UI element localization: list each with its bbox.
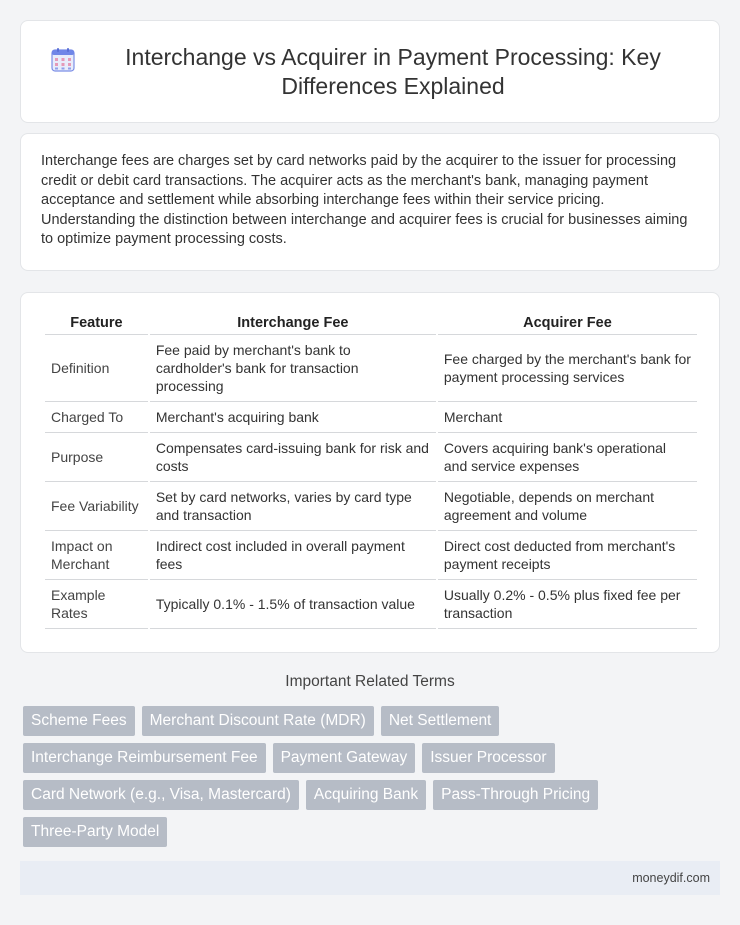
related-terms-heading: Important Related Terms (285, 673, 455, 690)
comparison-table (43, 313, 699, 629)
footer-site-link[interactable]: moneydif.com (632, 871, 710, 885)
calendar-grid-icon (50, 47, 76, 73)
intro-paragraph: Interchange fees are charges set by card networks paid by the acquirer to the issuer for processing credit or debit card transactions. The acquirer acts as the merchant's bank, managing payment acceptance and settlement while absorbing interchange fees within their service pricing. Understanding the distinction between interchange and acquirer fees is crucial for businesses aiming to optimize payment processing costs. (41, 153, 688, 248)
table-row (45, 433, 697, 482)
comparison-card (20, 292, 720, 653)
table-cell-interchange: Set by card networks, varies by card type and transaction (150, 482, 436, 531)
table-row (45, 531, 697, 580)
table-row (45, 335, 697, 402)
table-cell-feature: Impact on Merchant (45, 531, 148, 580)
table-cell-acquirer: Negotiable, depends on merchant agreement and volume (438, 482, 697, 531)
related-terms-list (23, 706, 723, 854)
table-cell-feature: Definition (45, 335, 148, 402)
tag-payment-gateway[interactable]: Payment Gateway (273, 743, 416, 773)
table-cell-interchange: Merchant's acquiring bank (150, 402, 436, 433)
table-row (45, 482, 697, 531)
tag-three-party-model[interactable]: Three-Party Model (23, 817, 167, 847)
column-header-feature: Feature (45, 313, 148, 335)
footer (20, 861, 720, 895)
intro-card (20, 133, 720, 271)
table-cell-interchange: Fee paid by merchant's bank to cardholder's bank for transaction processing (150, 335, 436, 402)
table-cell-acquirer: Direct cost deducted from merchant's payment receipts (438, 531, 697, 580)
tag-merchant-discount-rate[interactable]: Merchant Discount Rate (MDR) (142, 706, 374, 736)
table-cell-feature: Charged To (45, 402, 148, 433)
table-header-row (45, 313, 697, 335)
table-cell-interchange: Compensates card-issuing bank for risk and costs (150, 433, 436, 482)
table-cell-acquirer: Merchant (438, 402, 697, 433)
table-cell-feature: Example Rates (45, 580, 148, 629)
table-cell-acquirer: Covers acquiring bank's operational and service expenses (438, 433, 697, 482)
tag-scheme-fees[interactable]: Scheme Fees (23, 706, 135, 736)
table-row (45, 402, 697, 433)
table-cell-feature: Purpose (45, 433, 148, 482)
tag-net-settlement[interactable]: Net Settlement (381, 706, 500, 736)
tag-acquiring-bank[interactable]: Acquiring Bank (306, 780, 426, 810)
tag-interchange-reimbursement-fee[interactable]: Interchange Reimbursement Fee (23, 743, 266, 773)
column-header-interchange: Interchange Fee (150, 313, 436, 335)
table-cell-acquirer: Usually 0.2% - 0.5% plus fixed fee per transaction (438, 580, 697, 629)
tag-pass-through-pricing[interactable]: Pass-Through Pricing (433, 780, 598, 810)
page-title: Interchange vs Acquirer in Payment Processing: Key Differences Explained (125, 43, 661, 99)
table-cell-interchange: Indirect cost included in overall payment fees (150, 531, 436, 580)
table-row (45, 580, 697, 629)
title-card (20, 20, 720, 123)
table-cell-interchange: Typically 0.1% - 1.5% of transaction value (150, 580, 436, 629)
tag-card-network[interactable]: Card Network (e.g., Visa, Mastercard) (23, 780, 299, 810)
table-cell-feature: Fee Variability (45, 482, 148, 531)
column-header-acquirer: Acquirer Fee (438, 313, 697, 335)
table-cell-acquirer: Fee charged by the merchant's bank for payment processing services (438, 335, 697, 402)
title-wrap (50, 43, 690, 101)
tag-issuer-processor[interactable]: Issuer Processor (422, 743, 554, 773)
